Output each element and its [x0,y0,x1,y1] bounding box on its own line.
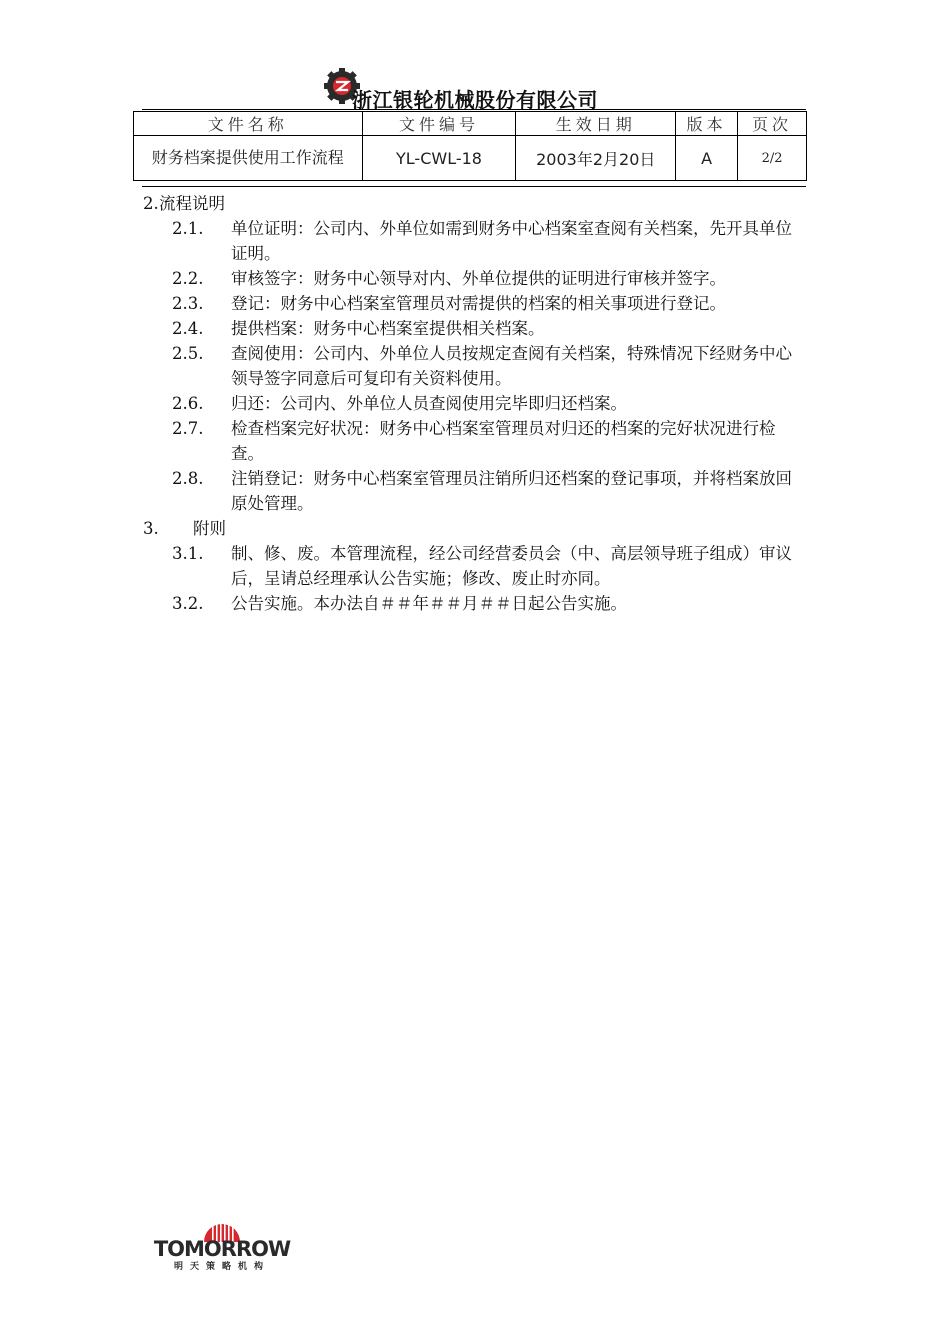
company-name: 浙江银轮机械股份有限公司 [352,88,598,112]
item-number: 2.1. [172,219,204,238]
section-2-heading [143,191,808,216]
list-item [143,216,808,266]
item-text: 注销登记：财务中心档案室管理员注销所归还档案的登记事项，并将档案放回原处管理。 [231,469,792,513]
version-value: A [676,136,738,181]
item-text: 制、修、废。本管理流程，经公司经营委员会（中、高层领导班子组成）审议后，呈请总经理承认公告实施；修改、废止时亦同。 [231,544,792,588]
list-item [143,341,808,391]
doc-no-value: YL-CWL-18 [362,136,516,181]
list-item [143,316,808,341]
item-number: 2.6. [172,394,204,413]
header-divider [142,109,806,110]
item-text: 单位证明：公司内、外单位如需到财务中心档案室查阅有关档案，先开具单位证明。 [231,219,792,263]
list-item [143,416,808,466]
list-item [143,266,808,291]
list-item [143,391,808,416]
item-number: 3.1. [172,544,204,563]
item-text: 登记：财务中心档案室管理员对需提供的档案的相关事项进行登记。 [231,294,726,313]
item-text: 审核签字：财务中心领导对内、外单位提供的证明进行审核并签字。 [231,269,726,288]
section-title: 流程说明 [159,194,225,213]
item-text: 查阅使用：公司内、外单位人员按规定查阅有关档案，特殊情况下经财务中心领导签字同意后可复印有关资料使用。 [231,344,792,388]
logo-subtitle: 明天策略机构 [173,1262,271,1272]
list-item [143,541,808,591]
info-table-header-row [134,112,807,136]
section-2-items [143,216,808,516]
section-number: 3. [143,519,159,538]
item-text: 公告实施。本办法自＃＃年＃＃月＃＃日起公告实施。 [231,594,627,613]
item-number: 2.4. [172,319,204,338]
item-number: 2.5. [172,344,204,363]
header-doc-no: 文件编号 [362,112,516,136]
document-body [143,191,808,616]
item-number: 2.7. [172,419,204,438]
item-number: 2.2. [172,269,204,288]
header-effective-date: 生效日期 [516,112,676,136]
page-value: 2/2 [738,136,807,181]
item-text: 提供档案：财务中心档案室提供相关档案。 [231,319,545,338]
section-title: 附则 [193,519,226,538]
item-number: 3.2. [172,594,204,613]
item-text: 归还：公司内、外单位人员查阅使用完毕即归还档案。 [231,394,627,413]
tomorrow-logo [142,1212,302,1272]
doc-name-value: 财务档案提供使用工作流程 [134,136,363,181]
header-page: 页次 [738,112,807,136]
item-number: 2.8. [172,469,204,488]
logo-text: TOMORROW [153,1237,291,1261]
section-3-items [143,541,808,616]
item-text: 检查档案完好状况：财务中心档案室管理员对归还的档案的完好状况进行检查。 [231,419,776,463]
header-doc-name: 文件名称 [134,112,363,136]
document-info-table [133,111,807,181]
info-table-value-row [134,136,807,181]
list-item [143,591,808,616]
content-divider [142,186,806,187]
section-3-heading [143,516,808,541]
item-number: 2.3. [172,294,204,313]
list-item [143,466,808,516]
effective-date-value: 2003年2月20日 [516,136,676,181]
header-version: 版本 [676,112,738,136]
list-item [143,291,808,316]
section-number: 2. [143,194,159,213]
